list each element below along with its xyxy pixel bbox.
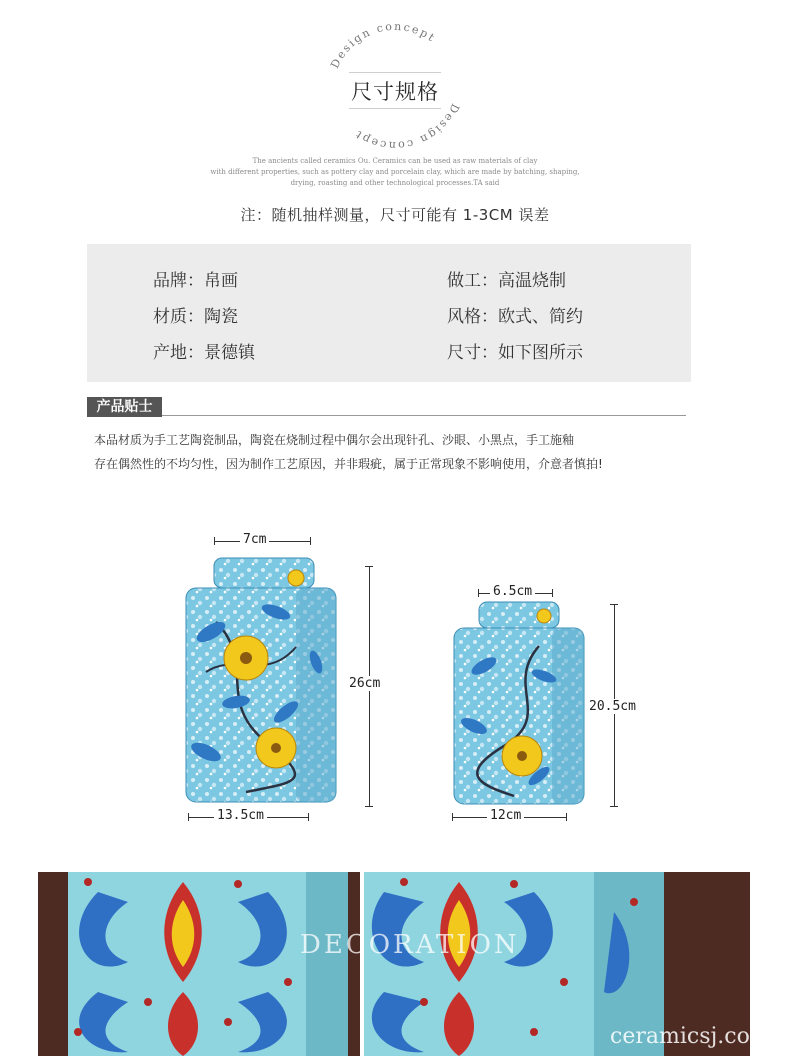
small-jar-image (444, 596, 594, 810)
spec-craft: 做工：高温烧制 (447, 271, 566, 291)
decoration-caption: DECORATION (300, 930, 520, 960)
small-lid-label: 6.5cm (490, 584, 535, 599)
tips-divider (162, 415, 686, 416)
spec-box (87, 244, 691, 382)
intro-text (180, 156, 610, 189)
intro-line-2: with different properties, such as pottery clay and porcelain clay, which are made by batching, shaping, (210, 168, 580, 176)
emblem-bottom-rule (349, 108, 441, 109)
measurement-note: 注：随机抽样测量，尺寸可能有 1-3CM 误差 (240, 206, 550, 224)
svg-text:Design concept (328, 20, 438, 71)
small-width-label: 12cm (487, 808, 524, 823)
pattern-closeup-left (38, 872, 360, 1056)
spec-size: 尺寸：如下图所示 (447, 343, 583, 363)
tips-body (94, 428, 714, 476)
spec-brand: 品牌：帛画 (153, 271, 238, 291)
spec-style: 风格：欧式、简约 (447, 307, 583, 327)
intro-line-3: drying, roasting and other technological processes.TA said (290, 179, 500, 187)
design-concept-emblem (315, 12, 475, 152)
large-height-label: 26cm (346, 676, 383, 691)
tips-line-2: 存在偶然性的不均匀性，因为制作工艺原因，并非瑕疵，属于正常现象不影响使用，介意者慎拍! (94, 457, 603, 471)
arc-text-bottom: Design concept (351, 101, 462, 152)
tips-heading: 产品贴士 (87, 397, 162, 417)
watermark-text: ceramicsj.com (610, 1024, 771, 1049)
decoration-photo-left (38, 872, 360, 1056)
large-jar-image (176, 552, 346, 812)
arc-text-top: Design concept (328, 19, 439, 71)
page-title: 尺寸规格 (351, 80, 439, 104)
emblem-top-rule (349, 72, 441, 73)
small-height-label: 20.5cm (586, 699, 639, 714)
tips-line-1: 本品材质为手工艺陶瓷制品，陶瓷在烧制过程中偶尔会出现针孔、沙眼、小黑点，手工施釉 (94, 433, 575, 447)
intro-line-1: The ancients called ceramics Ou. Ceramics can be used as raw materials of clay (252, 157, 538, 165)
svg-text:Design concept (352, 102, 462, 152)
spec-origin: 产地：景德镇 (153, 343, 255, 363)
large-lid-label: 7cm (240, 532, 269, 547)
large-width-label: 13.5cm (214, 808, 267, 823)
spec-material: 材质：陶瓷 (153, 307, 238, 327)
